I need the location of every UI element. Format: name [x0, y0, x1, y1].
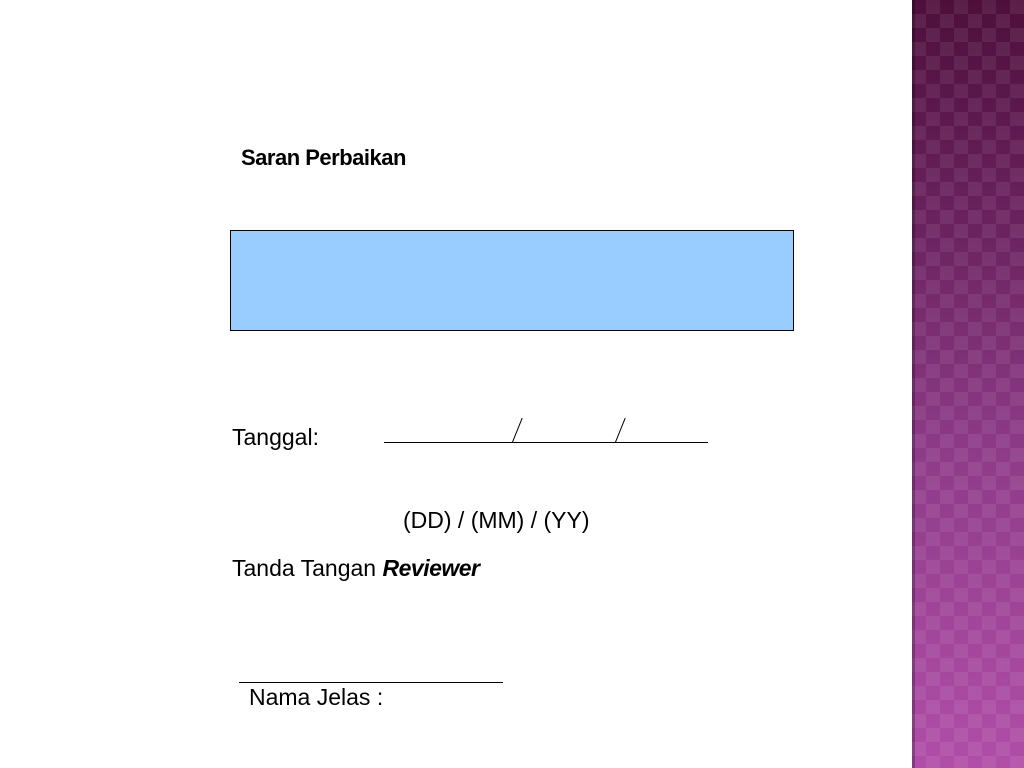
date-label: Tanggal:	[232, 424, 319, 450]
date-separator-slash	[512, 418, 523, 442]
date-format-hint: (DD) / (MM) / (YY)	[403, 507, 590, 533]
side-band-edge	[912, 0, 915, 768]
date-line	[384, 442, 708, 443]
name-label: Nama Jelas :	[249, 684, 384, 710]
signature-label-text: Tanda Tangan	[232, 555, 377, 581]
section-title: Saran Perbaikan	[241, 145, 406, 170]
side-band-pattern	[912, 0, 1024, 768]
suggestion-box	[230, 230, 794, 331]
date-separator-slash	[615, 418, 626, 442]
signature-line	[239, 682, 503, 683]
decorative-side-band	[912, 0, 1024, 768]
signature-label-reviewer: Reviewer	[382, 555, 480, 581]
signature-label	[232, 555, 480, 582]
